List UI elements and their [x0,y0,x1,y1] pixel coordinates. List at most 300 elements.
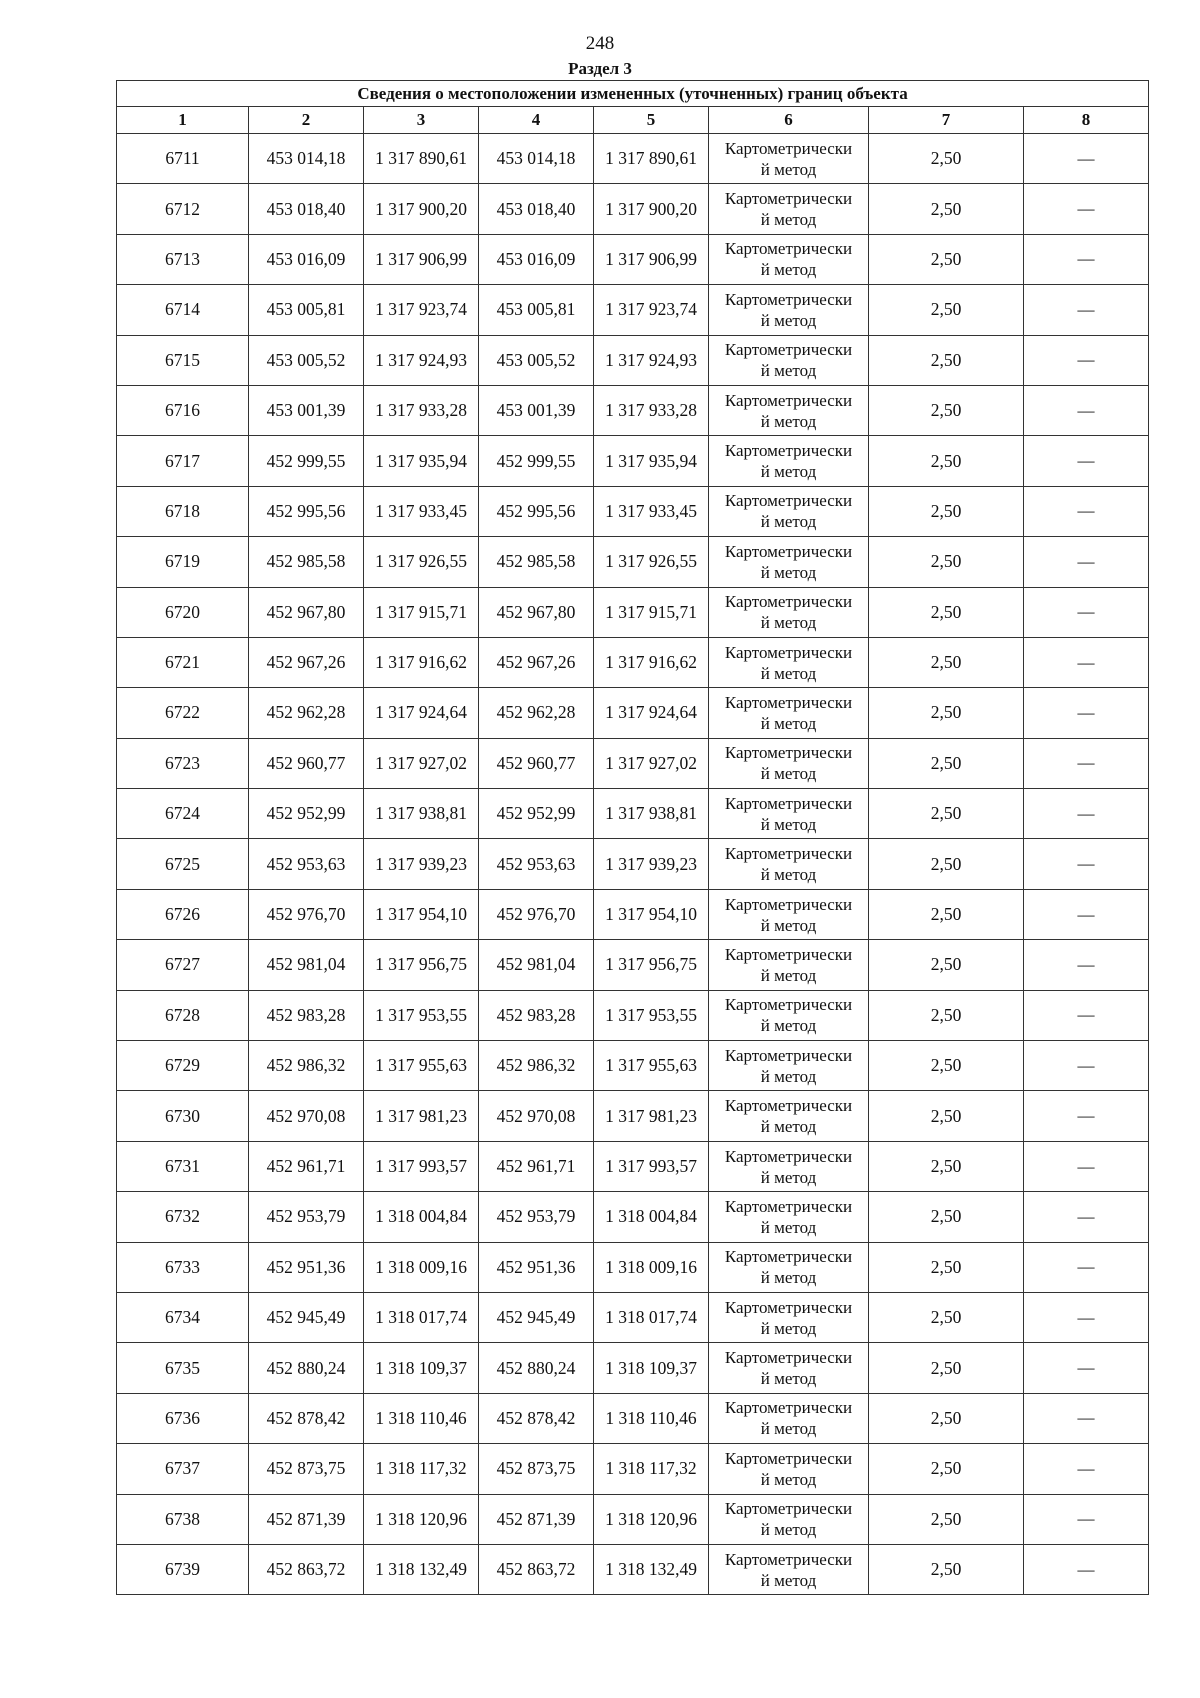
method-line-2: й метод [760,1419,817,1439]
accuracy: 2,50 [869,889,1024,939]
x-existing: 452 961,71 [249,1141,364,1191]
y-existing: 1 317 939,23 [364,839,479,889]
x-refined: 452 951,36 [479,1242,594,1292]
method-cell [709,436,869,486]
x-existing: 453 005,52 [249,335,364,385]
column-number-row [117,107,1149,134]
y-refined: 1 317 933,45 [594,486,709,536]
method-line-1: Картометрически [724,1096,853,1116]
method-cell [709,1192,869,1242]
method-line-2: й метод [760,462,817,482]
point-number: 6711 [117,134,249,184]
y-refined: 1 317 900,20 [594,184,709,234]
method-cell [709,1292,869,1342]
method-line-1: Картометрически [724,390,853,410]
method-line-1: Картометрически [724,1196,853,1216]
note: — [1024,285,1149,335]
note: — [1024,738,1149,788]
x-refined: 452 970,08 [479,1091,594,1141]
point-number: 6726 [117,889,249,939]
accuracy: 2,50 [869,637,1024,687]
x-refined: 452 995,56 [479,486,594,536]
method-cell [709,385,869,435]
x-existing: 452 986,32 [249,1041,364,1091]
y-refined: 1 318 004,84 [594,1192,709,1242]
method-cell [709,1242,869,1292]
accuracy: 2,50 [869,335,1024,385]
method-line-1: Картометрически [724,894,853,914]
y-refined: 1 317 938,81 [594,789,709,839]
accuracy: 2,50 [869,1393,1024,1443]
y-existing: 1 317 906,99 [364,234,479,284]
method-cell [709,486,869,536]
x-existing: 452 871,39 [249,1494,364,1544]
table-row [117,1242,1149,1292]
method-line-1: Картометрически [724,743,853,763]
table-row [117,1444,1149,1494]
y-refined: 1 317 916,62 [594,637,709,687]
x-refined: 452 878,42 [479,1393,594,1443]
x-refined: 452 945,49 [479,1292,594,1342]
accuracy: 2,50 [869,134,1024,184]
x-existing: 452 967,80 [249,587,364,637]
column-number: 5 [594,107,709,134]
point-number: 6718 [117,486,249,536]
method-cell [709,1494,869,1544]
method-cell [709,1141,869,1191]
accuracy: 2,50 [869,1242,1024,1292]
point-number: 6732 [117,1192,249,1242]
method-line-1: Картометрически [724,1448,853,1468]
x-existing: 452 976,70 [249,889,364,939]
accuracy: 2,50 [869,1292,1024,1342]
point-number: 6729 [117,1041,249,1091]
method-cell [709,839,869,889]
x-existing: 452 999,55 [249,436,364,486]
y-existing: 1 317 926,55 [364,537,479,587]
y-refined: 1 317 923,74 [594,285,709,335]
page-number: 248 [585,33,615,54]
table-row [117,436,1149,486]
note: — [1024,537,1149,587]
method-line-2: й метод [760,361,817,381]
method-line-2: й метод [760,512,817,532]
method-cell [709,940,869,990]
accuracy: 2,50 [869,234,1024,284]
table-row [117,688,1149,738]
note: — [1024,1041,1149,1091]
method-line-2: й метод [760,814,817,834]
x-existing: 453 001,39 [249,385,364,435]
method-cell [709,889,869,939]
note: — [1024,1343,1149,1393]
table-row [117,839,1149,889]
x-existing: 452 951,36 [249,1242,364,1292]
y-refined: 1 318 110,46 [594,1393,709,1443]
x-existing: 452 878,42 [249,1393,364,1443]
method-cell [709,1091,869,1141]
x-existing: 453 018,40 [249,184,364,234]
note: — [1024,486,1149,536]
x-refined: 452 961,71 [479,1141,594,1191]
note: — [1024,1242,1149,1292]
accuracy: 2,50 [869,436,1024,486]
y-existing: 1 317 953,55 [364,990,479,1040]
note: — [1024,335,1149,385]
x-existing: 452 952,99 [249,789,364,839]
method-line-1: Картометрически [724,1398,853,1418]
method-line-2: й метод [760,965,817,985]
x-refined: 453 018,40 [479,184,594,234]
y-refined: 1 317 890,61 [594,134,709,184]
table-caption: Сведения о местоположении измененных (уточненных) границ объекта [117,81,1149,107]
table-row [117,184,1149,234]
accuracy: 2,50 [869,537,1024,587]
y-refined: 1 318 109,37 [594,1343,709,1393]
method-line-2: й метод [760,613,817,633]
method-line-2: й метод [760,1318,817,1338]
accuracy: 2,50 [869,184,1024,234]
accuracy: 2,50 [869,1444,1024,1494]
y-existing: 1 317 900,20 [364,184,479,234]
method-line-2: й метод [760,1268,817,1288]
method-cell [709,789,869,839]
method-line-1: Картометрически [724,239,853,259]
method-cell [709,1444,869,1494]
x-refined: 452 863,72 [479,1544,594,1594]
method-line-2: й метод [760,1469,817,1489]
method-cell [709,587,869,637]
x-refined: 452 873,75 [479,1444,594,1494]
x-refined: 452 986,32 [479,1041,594,1091]
table-row [117,889,1149,939]
method-line-2: й метод [760,865,817,885]
point-number: 6721 [117,637,249,687]
x-existing: 452 873,75 [249,1444,364,1494]
column-number: 7 [869,107,1024,134]
table-row [117,537,1149,587]
method-line-2: й метод [760,1167,817,1187]
x-refined: 452 981,04 [479,940,594,990]
method-line-2: й метод [760,562,817,582]
method-line-1: Картометрически [724,1146,853,1166]
y-refined: 1 318 132,49 [594,1544,709,1594]
y-existing: 1 317 933,45 [364,486,479,536]
method-line-1: Картометрически [724,844,853,864]
point-number: 6717 [117,436,249,486]
column-number: 2 [249,107,364,134]
method-line-1: Картометрически [724,592,853,612]
x-existing: 453 005,81 [249,285,364,335]
x-existing: 452 960,77 [249,738,364,788]
note: — [1024,688,1149,738]
accuracy: 2,50 [869,385,1024,435]
method-line-2: й метод [760,713,817,733]
method-line-2: й метод [760,310,817,330]
note: — [1024,1444,1149,1494]
y-existing: 1 317 935,94 [364,436,479,486]
y-existing: 1 317 924,93 [364,335,479,385]
method-cell [709,688,869,738]
y-existing: 1 317 924,64 [364,688,479,738]
accuracy: 2,50 [869,1141,1024,1191]
x-existing: 452 995,56 [249,486,364,536]
accuracy: 2,50 [869,486,1024,536]
x-existing: 452 863,72 [249,1544,364,1594]
point-number: 6715 [117,335,249,385]
x-existing: 452 962,28 [249,688,364,738]
y-refined: 1 317 953,55 [594,990,709,1040]
table-row [117,385,1149,435]
table-row [117,234,1149,284]
x-existing: 452 970,08 [249,1091,364,1141]
y-existing: 1 317 938,81 [364,789,479,839]
y-existing: 1 317 927,02 [364,738,479,788]
y-refined: 1 317 926,55 [594,537,709,587]
x-existing: 452 981,04 [249,940,364,990]
method-cell [709,1343,869,1393]
accuracy: 2,50 [869,839,1024,889]
table-row [117,335,1149,385]
accuracy: 2,50 [869,1544,1024,1594]
y-refined: 1 317 915,71 [594,587,709,637]
section-title: Раздел 3 [568,59,632,78]
x-existing: 452 985,58 [249,537,364,587]
point-number: 6714 [117,285,249,335]
table-row [117,637,1149,687]
y-existing: 1 317 981,23 [364,1091,479,1141]
method-line-1: Картометрически [724,995,853,1015]
table-row [117,1041,1149,1091]
method-line-1: Картометрически [724,1499,853,1519]
note: — [1024,637,1149,687]
table-row [117,134,1149,184]
y-existing: 1 317 993,57 [364,1141,479,1191]
point-number: 6736 [117,1393,249,1443]
x-existing: 452 953,79 [249,1192,364,1242]
method-line-2: й метод [760,260,817,280]
x-refined: 452 983,28 [479,990,594,1040]
y-existing: 1 318 110,46 [364,1393,479,1443]
method-line-2: й метод [760,1066,817,1086]
point-number: 6713 [117,234,249,284]
accuracy: 2,50 [869,1091,1024,1141]
method-line-2: й метод [760,210,817,230]
method-cell [709,990,869,1040]
point-number: 6735 [117,1343,249,1393]
note: — [1024,1192,1149,1242]
accuracy: 2,50 [869,587,1024,637]
method-line-2: й метод [760,411,817,431]
table-row [117,1343,1149,1393]
x-refined: 453 001,39 [479,385,594,435]
accuracy: 2,50 [869,1343,1024,1393]
note: — [1024,889,1149,939]
note: — [1024,1494,1149,1544]
table-row [117,486,1149,536]
boundary-coordinates-table [116,80,1149,1595]
accuracy: 2,50 [869,688,1024,738]
method-line-1: Картометрически [724,441,853,461]
x-existing: 453 014,18 [249,134,364,184]
y-refined: 1 318 017,74 [594,1292,709,1342]
x-refined: 452 967,26 [479,637,594,687]
x-refined: 452 967,80 [479,587,594,637]
point-number: 6727 [117,940,249,990]
table-row [117,285,1149,335]
column-number: 8 [1024,107,1149,134]
method-line-1: Картометрически [724,1045,853,1065]
note: — [1024,385,1149,435]
point-number: 6716 [117,385,249,435]
accuracy: 2,50 [869,1041,1024,1091]
x-refined: 452 953,79 [479,1192,594,1242]
method-line-2: й метод [760,1369,817,1389]
x-existing: 452 967,26 [249,637,364,687]
accuracy: 2,50 [869,738,1024,788]
point-number: 6733 [117,1242,249,1292]
table-row [117,1494,1149,1544]
x-refined: 453 016,09 [479,234,594,284]
y-refined: 1 317 933,28 [594,385,709,435]
method-cell [709,537,869,587]
table-row [117,940,1149,990]
table-row [117,990,1149,1040]
y-refined: 1 317 956,75 [594,940,709,990]
y-existing: 1 318 017,74 [364,1292,479,1342]
y-existing: 1 317 915,71 [364,587,479,637]
method-line-1: Картометрически [724,1348,853,1368]
method-cell [709,637,869,687]
note: — [1024,1292,1149,1342]
y-existing: 1 317 954,10 [364,889,479,939]
table-row [117,1141,1149,1191]
column-number: 6 [709,107,869,134]
method-cell [709,1041,869,1091]
accuracy: 2,50 [869,1192,1024,1242]
method-line-1: Картометрически [724,944,853,964]
table-row [117,789,1149,839]
x-existing: 452 953,63 [249,839,364,889]
x-refined: 452 976,70 [479,889,594,939]
y-refined: 1 317 924,93 [594,335,709,385]
method-cell [709,335,869,385]
method-line-2: й метод [760,1217,817,1237]
column-number: 4 [479,107,594,134]
point-number: 6722 [117,688,249,738]
note: — [1024,990,1149,1040]
point-number: 6724 [117,789,249,839]
point-number: 6738 [117,1494,249,1544]
y-existing: 1 318 120,96 [364,1494,479,1544]
x-refined: 453 014,18 [479,134,594,184]
method-line-2: й метод [760,764,817,784]
method-line-1: Картометрически [724,340,853,360]
y-refined: 1 317 981,23 [594,1091,709,1141]
method-line-1: Картометрически [724,642,853,662]
accuracy: 2,50 [869,940,1024,990]
method-line-1: Картометрически [724,491,853,511]
y-refined: 1 318 120,96 [594,1494,709,1544]
method-cell [709,234,869,284]
table-row [117,587,1149,637]
y-existing: 1 317 923,74 [364,285,479,335]
x-refined: 452 880,24 [479,1343,594,1393]
x-refined: 452 962,28 [479,688,594,738]
point-number: 6739 [117,1544,249,1594]
y-existing: 1 317 955,63 [364,1041,479,1091]
y-refined: 1 317 955,63 [594,1041,709,1091]
note: — [1024,1393,1149,1443]
y-existing: 1 317 933,28 [364,385,479,435]
x-existing: 453 016,09 [249,234,364,284]
method-cell [709,1544,869,1594]
table-row [117,738,1149,788]
y-refined: 1 317 954,10 [594,889,709,939]
y-refined: 1 317 906,99 [594,234,709,284]
x-refined: 452 871,39 [479,1494,594,1544]
method-cell [709,1393,869,1443]
table-body [117,134,1149,1595]
method-line-1: Картометрически [724,1297,853,1317]
method-line-1: Картометрически [724,541,853,561]
y-existing: 1 318 009,16 [364,1242,479,1292]
x-existing: 452 880,24 [249,1343,364,1393]
x-refined: 452 985,58 [479,537,594,587]
note: — [1024,839,1149,889]
note: — [1024,1091,1149,1141]
accuracy: 2,50 [869,285,1024,335]
point-number: 6730 [117,1091,249,1141]
y-existing: 1 318 117,32 [364,1444,479,1494]
method-line-2: й метод [760,663,817,683]
y-existing: 1 318 004,84 [364,1192,479,1242]
note: — [1024,436,1149,486]
y-existing: 1 318 132,49 [364,1544,479,1594]
point-number: 6731 [117,1141,249,1191]
method-cell [709,285,869,335]
x-refined: 452 960,77 [479,738,594,788]
method-line-1: Картометрически [724,138,853,158]
y-existing: 1 318 109,37 [364,1343,479,1393]
x-existing: 452 945,49 [249,1292,364,1342]
point-number: 6723 [117,738,249,788]
x-existing: 452 983,28 [249,990,364,1040]
y-refined: 1 317 924,64 [594,688,709,738]
note: — [1024,184,1149,234]
point-number: 6728 [117,990,249,1040]
x-refined: 452 952,99 [479,789,594,839]
x-refined: 452 999,55 [479,436,594,486]
point-number: 6737 [117,1444,249,1494]
y-refined: 1 318 009,16 [594,1242,709,1292]
method-line-1: Картометрически [724,793,853,813]
column-number: 3 [364,107,479,134]
table-row [117,1192,1149,1242]
note: — [1024,134,1149,184]
method-cell [709,738,869,788]
accuracy: 2,50 [869,1494,1024,1544]
accuracy: 2,50 [869,990,1024,1040]
method-line-1: Картометрически [724,189,853,209]
table-caption-row [117,81,1149,107]
table-row [117,1544,1149,1594]
point-number: 6719 [117,537,249,587]
y-refined: 1 317 935,94 [594,436,709,486]
x-refined: 453 005,52 [479,335,594,385]
method-line-2: й метод [760,1117,817,1137]
y-existing: 1 317 916,62 [364,637,479,687]
